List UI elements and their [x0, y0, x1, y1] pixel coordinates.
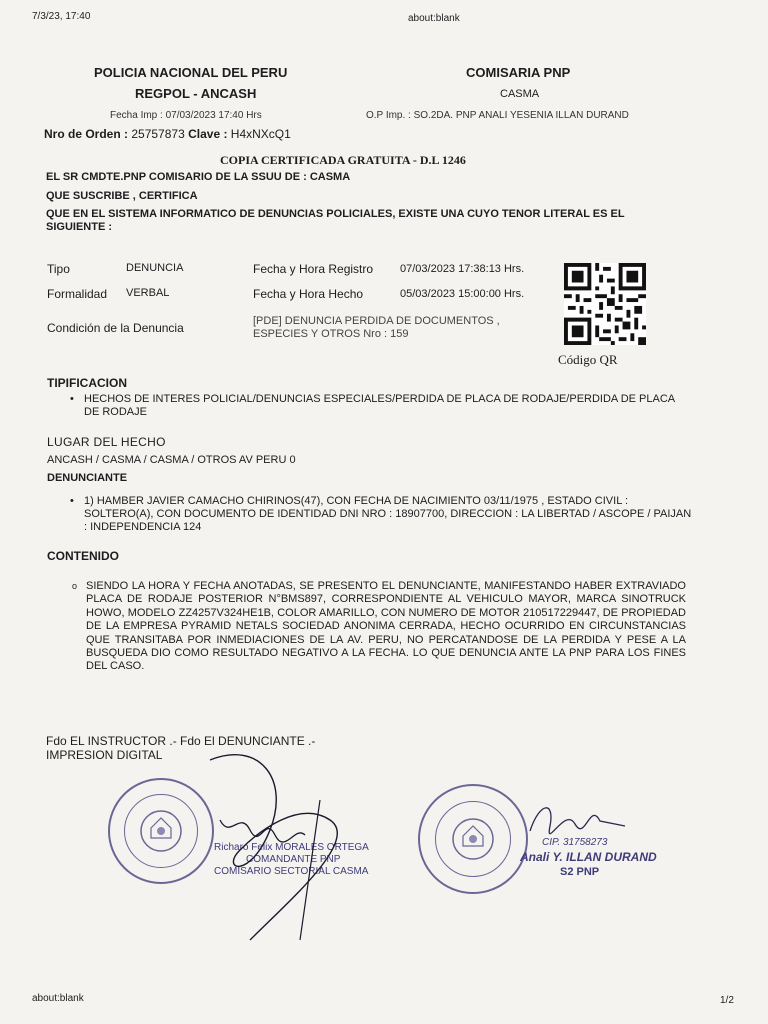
station-city: CASMA [500, 88, 540, 100]
order-value: 25757873 [131, 127, 185, 141]
right-seal-cip: CIP. 31758273 [542, 837, 608, 848]
intro-line-1: EL SR CMDTE.PNP COMISARIO DE LA SSUU DE : CASMA [46, 171, 351, 183]
right-seal-rank: S2 PNP [560, 866, 600, 878]
classification-heading: TIPIFICACION [47, 376, 127, 390]
right-seal-name: Anali Y. ILLAN DURAND [520, 850, 657, 864]
right-police-seal [418, 784, 528, 894]
region-title: REGPOL - ANCASH [135, 86, 257, 101]
order-number-line [44, 127, 291, 141]
condition-value: [PDE] DENUNCIA PERDIDA DE DOCUMENTOS , ESPECIES Y OTROS Nro : 159 [253, 315, 500, 340]
intro-line-2: QUE SUSCRIBE , CERTIFICA [46, 190, 198, 202]
page-number: 1/2 [720, 995, 734, 1006]
footer-url: about:blank [32, 993, 84, 1004]
seal-emblem-icon [420, 786, 526, 892]
bullet-icon: • [70, 393, 74, 405]
instructor-signature [180, 740, 380, 960]
complainant-item [70, 495, 692, 534]
key-value: H4xNXcQ1 [230, 127, 291, 141]
print-url: about:blank [408, 13, 460, 24]
classification-text: HECHOS DE INTERES POLICIAL/DENUNCIAS ESPECIALES/PERDIDA DE PLACA DE RODAJE/PERDIDA DE PLACA DE RODAJE [84, 393, 675, 418]
location-heading: LUGAR DEL HECHO [47, 435, 166, 449]
formality-label: Formalidad [47, 287, 108, 301]
complainant-text: 1) HAMBER JAVIER CAMACHO CHIRINOS(47), CON FECHA DE NACIMIENTO 03/11/1975 , ESTADO CIVIL : SOLTERO(A), CON DOCUMENTO DE IDENTIDAD DNI NRO : 18907700, DIRECCION : LA LIBERTAD / ASCOPE / PAIJAN : INDEPENDENCIA 124 [84, 495, 692, 533]
key-label: Clave : [188, 127, 228, 141]
signature-line: Fdo EL INSTRUCTOR .- Fdo El DENUNCIANTE .- [46, 734, 316, 748]
incident-date-value: 05/03/2023 15:00:00 Hrs. [400, 288, 525, 300]
print-datetime: 7/3/23, 17:40 [32, 11, 91, 22]
left-seal-role: COMISARIO SECTORIAL CASMA [214, 866, 369, 877]
content-heading: CONTENIDO [47, 549, 119, 563]
location-value: ANCASH / CASMA / CASMA / OTROS AV PERU 0 [47, 454, 296, 466]
content-item [72, 580, 686, 674]
registration-label: Fecha y Hora Registro [253, 262, 374, 276]
qr-code [564, 263, 646, 345]
type-value: DENUNCIA [126, 262, 184, 274]
type-label: Tipo [47, 262, 70, 276]
document-title: COPIA CERTIFICADA GRATUITA - D.L 1246 [220, 153, 466, 167]
circle-bullet-icon: o [72, 581, 78, 591]
station-title: COMISARIA PNP [466, 65, 571, 80]
content-text: SIENDO LA HORA Y FECHA ANOTADAS, SE PRESENTO EL DENUNCIANTE, MANIFESTANDO HABER EXTRAVIADO PLACA DE RODAJE POSTERIOR N°BMS897, CORRESPONDIENTE AL VEHICULO MAYOR, MARCA SINOTRUCK HOWO, MODELO ZZ4257V324HE1B, COLOR AMARILLO, CON NUMERO DE MOTOR 210517229447, DE PROPIEDAD DE LA EMPRESA PYRAMID NETALS SOCIEDAD ANONIMA CERRADA, HECHO OCURRIDO EN CIRCUNSTANCIAS QUE TRANSITABA POR INMEDIACIONES DE LA AV. PERU, NO PERCATANDOSE DE LA PERDIDA Y PESE A LA BUSQUEDA DIO COMO RESULTADO NEGATIVO A LA FECHA. LO QUE DENUNCIA ANTE LA PNP PARA LOS FINES DEL CASO. [86, 580, 686, 673]
qr-caption: Código QR [558, 352, 618, 367]
registration-value: 07/03/2023 17:38:13 Hrs. [400, 263, 525, 275]
classification-item [70, 393, 680, 419]
intro-line-3: QUE EN EL SISTEMA INFORMATICO DE DENUNCIAS POLICIALES, EXISTE UNA CUYO TENOR LITERAL ES EL SIGUIENTE : [46, 208, 625, 233]
fingerprint-label: IMPRESION DIGITAL [46, 748, 163, 762]
institution-title: POLICIA NACIONAL DEL PERU [94, 65, 288, 80]
condition-label: Condición de la Denuncia [47, 321, 184, 335]
print-date: Fecha Imp : 07/03/2023 17:40 Hrs [110, 110, 262, 121]
left-seal-name: Richaro Felix MORALES ORTEGA [214, 842, 369, 853]
complainant-heading: DENUNCIANTE [47, 472, 128, 484]
formality-value: VERBAL [126, 287, 170, 299]
left-seal-rank: COMANDANTE PNP [246, 854, 341, 865]
order-label: Nro de Orden : [44, 127, 129, 141]
operator-line: O.P Imp. : SO.2DA. PNP ANALI YESENIA ILLAN DURAND [366, 110, 629, 121]
bullet-icon: • [70, 495, 74, 507]
incident-date-label: Fecha y Hora Hecho [253, 287, 364, 301]
